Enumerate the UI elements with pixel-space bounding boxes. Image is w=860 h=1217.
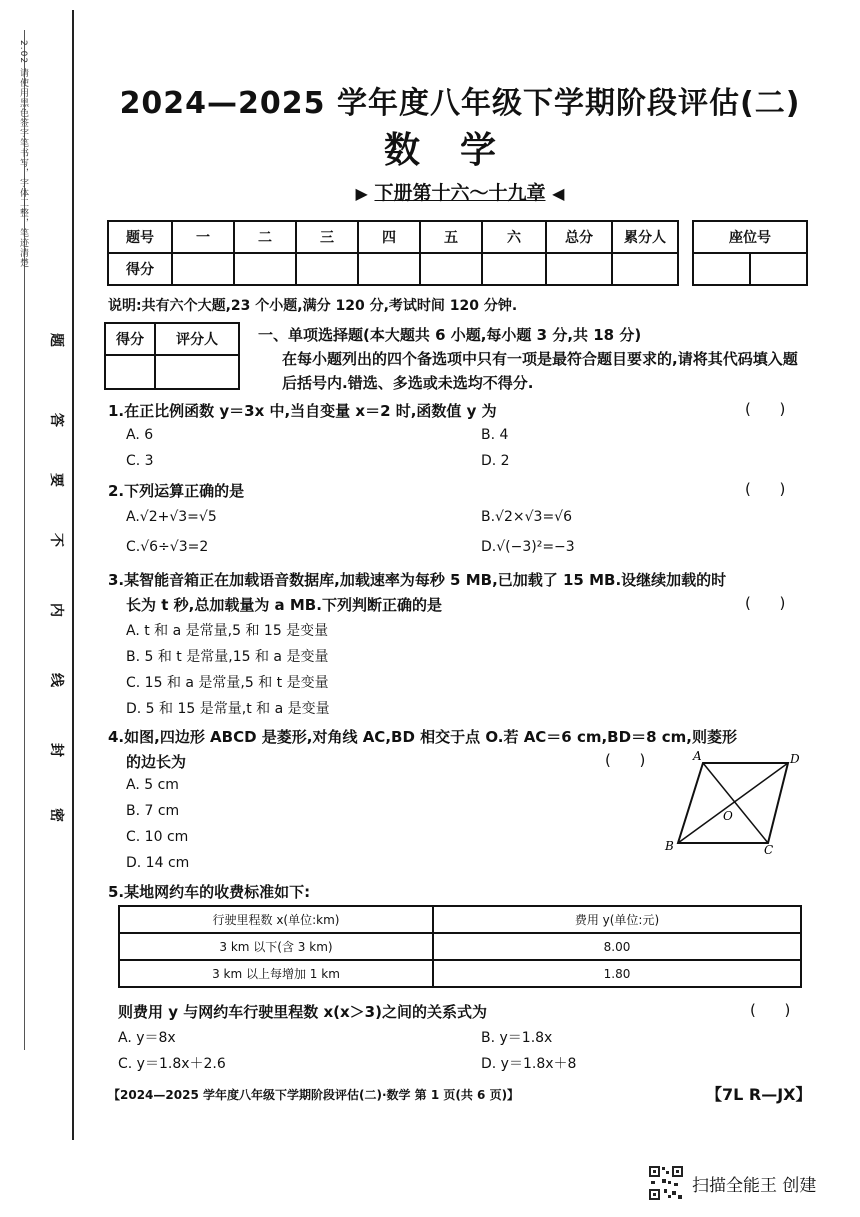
question-2-stem: 2.下列运算正确的是 <box>108 482 245 500</box>
rhombus-figure <box>660 748 805 858</box>
binding-line <box>72 10 74 1140</box>
option-b: B. y＝1.8x <box>481 1030 553 1046</box>
diagonal-ac <box>703 763 768 843</box>
triangle-right-icon: ▶ <box>355 184 368 203</box>
fare-cell: 3 km 以下(含 3 km) <box>119 933 433 960</box>
score-cell[interactable] <box>296 253 358 285</box>
score-table <box>107 220 679 286</box>
exam-code: 【7L R—JX】 <box>706 1085 812 1104</box>
column-header: 一 <box>172 221 234 253</box>
row-label: 题号 <box>108 221 172 253</box>
score-cell[interactable] <box>612 253 678 285</box>
seal-char: 封 <box>48 743 64 757</box>
option-c: C. y＝1.8x＋2.6 <box>118 1056 226 1072</box>
question-1-stem: 1.在正比例函数 y＝3x 中,当自变量 x＝2 时,函数值 y 为 <box>108 402 497 420</box>
score-cell[interactable] <box>234 253 296 285</box>
answer-blank[interactable]: ( ) <box>750 1001 791 1019</box>
option-b: B.√2×√3=√6 <box>481 509 572 525</box>
vertex-label-c: C <box>764 843 774 857</box>
option-c: C.√6÷√3=2 <box>126 539 209 555</box>
option-b: B. 4 <box>481 427 509 443</box>
option-c: C. 3 <box>126 453 154 469</box>
answer-blank[interactable]: ( ) <box>605 751 646 769</box>
page-footer: 【2024—2025 学年度八年级下学期阶段评估(二)·数学 第 1 页(共 6 页)】 <box>108 1088 520 1102</box>
grader-name-label: 评分人 <box>155 323 239 355</box>
question-3-stem: 3.某智能音箱正在加载语音数据库,加载速率为每秒 5 MB,已加载了 15 MB.设继续加载的时 <box>108 571 727 589</box>
triangle-left-icon: ◀ <box>552 184 565 203</box>
option-c: C. 15 和 a 是常量,5 和 t 是变量 <box>126 675 329 691</box>
question-3-stem-cont: 长为 t 秒,总加载量为 a MB.下列判断正确的是 <box>126 596 442 614</box>
fare-cell: 1.80 <box>433 960 801 987</box>
option-a: A. 5 cm <box>126 777 179 793</box>
row-label: 得分 <box>108 253 172 285</box>
grader-box <box>104 322 240 390</box>
answer-blank[interactable]: ( ) <box>745 594 786 612</box>
vertex-label-b: B <box>665 839 674 853</box>
section-instruction: 在每小题列出的四个备选项中只有一项是最符合题目要求的,请将其代码填入题后括号内.错选、多选或未选均不得分. <box>282 350 798 392</box>
score-cell[interactable] <box>420 253 482 285</box>
column-header: 六 <box>482 221 546 253</box>
fare-header-distance: 行驶里程数 x(单位:km) <box>119 906 433 933</box>
column-header: 累分人 <box>612 221 678 253</box>
question-4-stem: 4.如图,四边形 ABCD 是菱形,对角线 AC,BD 相交于点 O.若 AC＝6 cm,BD＝8 cm,则菱形 <box>108 728 737 746</box>
option-c: C. 10 cm <box>126 829 189 845</box>
seat-table <box>692 220 808 286</box>
seal-char: 不 <box>48 533 64 547</box>
scope-text: 下册第十六～十九章 <box>374 182 546 204</box>
answer-blank[interactable]: ( ) <box>745 400 786 418</box>
scanner-label: 扫描全能王 创建 <box>692 1175 817 1196</box>
column-header: 二 <box>234 221 296 253</box>
seal-char: 密 <box>48 808 64 822</box>
option-a: A. y＝8x <box>118 1030 176 1046</box>
fare-header-cost: 费用 y(单位:元) <box>433 906 801 933</box>
option-a: A. t 和 a 是常量,5 和 15 是变量 <box>126 623 329 639</box>
fare-table <box>118 905 802 988</box>
score-cell[interactable] <box>358 253 420 285</box>
qr-code-icon <box>648 1165 684 1201</box>
seat-label: 座位号 <box>693 221 807 253</box>
seal-char: 线 <box>48 673 64 687</box>
section-heading: 一、单项选择题(本大题共 6 小题,每小题 3 分,共 18 分) <box>258 326 642 344</box>
binding-note: 2.02 请使用黑色签字笔书写，字体工整，笔迹清楚 <box>18 40 28 268</box>
exam-scope <box>80 178 840 205</box>
seat-cell[interactable] <box>693 253 750 285</box>
option-d: D.√(−3)²=−3 <box>481 539 575 555</box>
fare-cell: 8.00 <box>433 933 801 960</box>
question-4-stem-cont: 的边长为 <box>126 753 187 771</box>
column-header: 总分 <box>546 221 612 253</box>
seat-cell[interactable] <box>750 253 807 285</box>
vertex-label-a: A <box>693 749 702 763</box>
scanner-watermark <box>648 1165 816 1201</box>
option-b: B. 5 和 t 是常量,15 和 a 是变量 <box>126 649 329 665</box>
fare-cell: 3 km 以上每增加 1 km <box>119 960 433 987</box>
option-a: A. 6 <box>126 427 154 443</box>
column-header: 三 <box>296 221 358 253</box>
seal-char: 题 <box>48 333 64 347</box>
seal-char: 内 <box>48 603 64 617</box>
seal-char: 答 <box>48 413 64 427</box>
option-d: D. y＝1.8x＋8 <box>481 1056 577 1072</box>
score-cell[interactable] <box>172 253 234 285</box>
option-d: D. 5 和 15 是常量,t 和 a 是变量 <box>126 701 330 717</box>
grader-name-cell[interactable] <box>155 355 239 389</box>
option-d: D. 14 cm <box>126 855 190 871</box>
vertex-label-d: D <box>790 752 800 766</box>
question-5-stem: 5.某地网约车的收费标准如下: <box>108 883 311 901</box>
column-header: 四 <box>358 221 420 253</box>
question-5-follow: 则费用 y 与网约车行驶里程数 x(x＞3)之间的关系式为 <box>118 1003 487 1021</box>
grader-score-cell[interactable] <box>105 355 155 389</box>
score-cell[interactable] <box>482 253 546 285</box>
grader-score-label: 得分 <box>105 323 155 355</box>
option-b: B. 7 cm <box>126 803 180 819</box>
answer-blank[interactable]: ( ) <box>745 480 786 498</box>
exam-title: 2024—2025 学年度八年级下学期阶段评估(二) <box>119 86 801 121</box>
seal-char: 要 <box>48 473 64 487</box>
exam-subject: 数学 <box>383 130 536 171</box>
exam-note: 说明:共有六个大题,23 个小题,满分 120 分,考试时间 120 分钟. <box>108 298 518 314</box>
score-cell[interactable] <box>546 253 612 285</box>
column-header: 五 <box>420 221 482 253</box>
center-label-o: O <box>723 809 733 823</box>
option-a: A.√2+√3=√5 <box>126 509 217 525</box>
option-d: D. 2 <box>481 453 510 469</box>
